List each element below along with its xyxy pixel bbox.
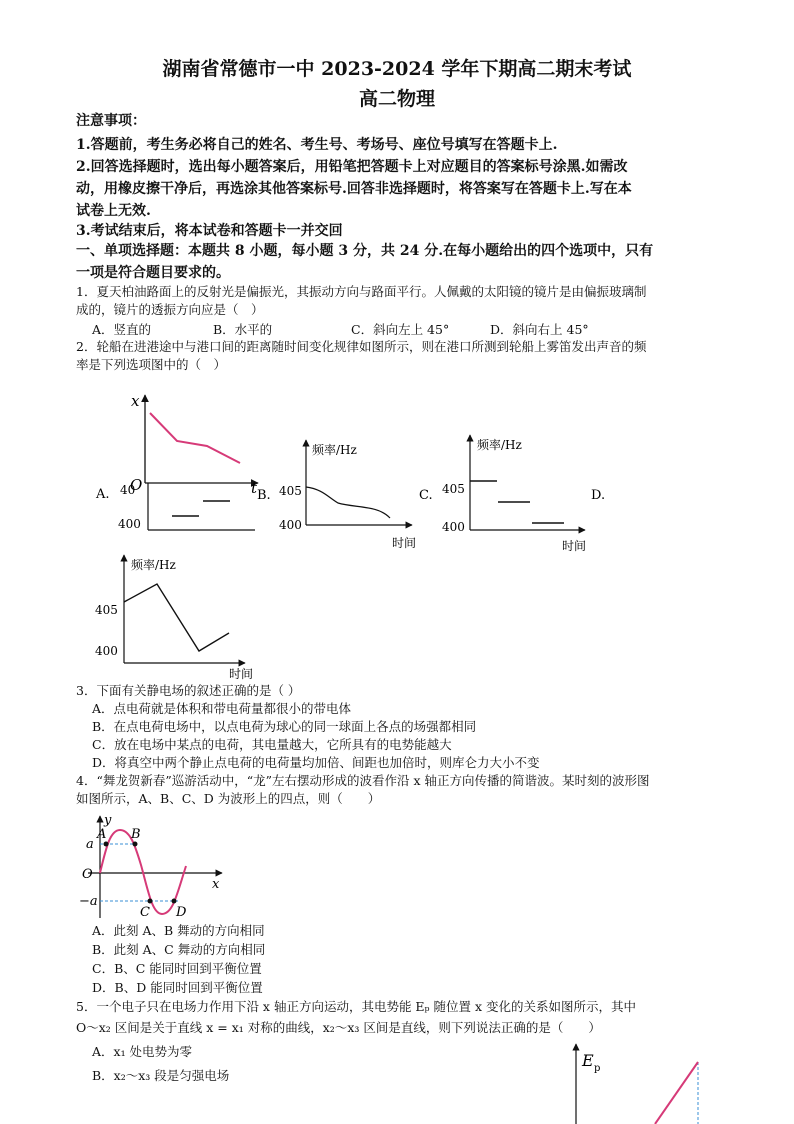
- q2-c-tick-405: 405: [442, 482, 465, 496]
- q2-d-tick-400: 400: [95, 644, 118, 658]
- q5-stem-line2: O～x₂ 区间是关于直线 x = x₁ 对称的曲线，x₂～x₃ 区间是直线，则下列说法正确的是（ ）: [76, 1020, 601, 1035]
- q2-b-tick-405: 405: [279, 484, 302, 498]
- q2-x-label: x: [131, 392, 140, 410]
- q4-y-label: y: [104, 813, 112, 828]
- q5-ep-graph: [560, 1040, 710, 1124]
- q2-a-tick-400: 400: [118, 517, 141, 531]
- q4-option-d: D．B、D 能同时回到平衡位置: [92, 980, 263, 995]
- q5-stem-line1: 5．一个电子只在电场力作用下沿 x 轴正方向运动，其电势能 Eₚ 随位置 x 变化的关系如图所示，其中: [76, 999, 637, 1014]
- q3-option-a: A．点电荷就是体积和带电荷量都很小的带电体: [92, 701, 352, 716]
- q5-option-a: A．x₁ 处电势为零: [92, 1044, 193, 1059]
- section-heading-line2: 一项是符合题目要求的。: [76, 265, 230, 281]
- q1-option-d: D．斜向右上 45°: [490, 322, 589, 337]
- q4-label-origin: O: [82, 867, 93, 882]
- q2-distance-curve: [150, 413, 240, 463]
- q4-point-a: [104, 842, 109, 847]
- q4-label-a-amp: a: [86, 837, 94, 852]
- q2-stem-line1: 2．轮船在进港途中与港口间的距离随时间变化规律如图所示，则在港口所测到轮船上雾笛发出声音的频: [76, 339, 647, 354]
- notice-item-2-line2: 动，用橡皮擦干净后，再选涂其他答案标号.回答非选择题时，将答案写在答题卡上.写在本: [76, 181, 632, 197]
- q1-option-c: C．斜向左上 45°: [351, 322, 450, 337]
- q5-linear-segment: [655, 1062, 698, 1124]
- section-heading-line1: 一、单项选择题：本题共 8 小题，每小题 3 分，共 24 分.在每小题给出的四个选项中，只有: [76, 243, 654, 259]
- q2-d-tick-405: 405: [95, 603, 118, 617]
- q5-ep-label: E: [582, 1051, 594, 1070]
- q3-stem: 3．下面有关静电场的叙述正确的是（ ）: [76, 683, 301, 698]
- q2-c-y-label: 频率/Hz: [477, 438, 522, 452]
- q2-b-curve: [306, 487, 390, 518]
- q2-c-tick-400: 400: [442, 520, 465, 534]
- q4-label-neg-a: −a: [79, 894, 98, 909]
- exam-subject: 高二物理: [358, 88, 435, 110]
- q2-option-b-label: B.: [257, 488, 271, 503]
- q4-label-d: D: [176, 905, 187, 920]
- q3-option-c: C．放在电场中某点的电荷，其电量越大，它所具有的电势能越大: [92, 737, 452, 752]
- q4-point-b: [133, 842, 138, 847]
- q5-option-b: B．x₂～x₃ 段是匀强电场: [92, 1068, 230, 1083]
- q1-option-b: B．水平的: [213, 322, 273, 337]
- q2-option-d-graph: [95, 555, 253, 681]
- q4-option-b: B．此刻 A、C 舞动的方向相同: [92, 942, 266, 957]
- q2-option-b-graph: [257, 440, 416, 550]
- notice-item-1: 1.答题前，考生务必将自己的姓名、考生号、考场号、座位号填写在答题卡上.: [76, 137, 558, 153]
- q4-wave-figure: [70, 810, 240, 925]
- q4-point-d: [172, 899, 177, 904]
- q4-stem-line1: 4．“舞龙贺新春”巡游活动中，“龙”左右摆动形成的波看作沿 x 轴正方向传播的简谐波。某时刻的波形图: [76, 773, 650, 788]
- q5-ep-subscript: p: [594, 1063, 601, 1074]
- q4-label-b: B: [131, 827, 141, 842]
- q4-label-c: C: [140, 905, 150, 920]
- q4-option-a: A．此刻 A、B 舞动的方向相同: [92, 923, 265, 938]
- q3-option-d: D．将真空中两个静止点电荷的电荷量均加倍、间距也加倍时，则库仑力大小不变: [92, 755, 540, 770]
- q2-o-label: O: [130, 476, 143, 494]
- q2-option-a-label: A.: [96, 487, 110, 502]
- notice-heading: 注意事项：: [76, 113, 146, 129]
- q2-d-x-label: 时间: [229, 667, 254, 681]
- q2-d-y-label: 频率/Hz: [131, 558, 176, 572]
- q4-point-c: [148, 899, 153, 904]
- q4-stem-line2: 如图所示，A、B、C、D 为波形上的四点，则（ ）: [76, 791, 381, 806]
- q2-b-y-label: 频率/Hz: [312, 443, 357, 457]
- q2-option-d-label: D.: [591, 488, 606, 503]
- q2-stem-line2: 率是下列选项图中的（ ）: [76, 357, 227, 372]
- q1-option-a: A．竖直的: [92, 322, 152, 337]
- q2-option-c-graph: [419, 435, 605, 553]
- q2-option-c-label: C.: [419, 488, 433, 503]
- q3-option-b: B．在点电荷电场中，以点电荷为球心的同一球面上各点的场强都相同: [92, 719, 477, 734]
- q2-t-label: t: [251, 479, 258, 497]
- q2-option-a-graph: [95, 483, 255, 531]
- q2-b-tick-400: 400: [279, 518, 302, 532]
- q4-label-a: A: [97, 827, 107, 842]
- q2-distance-time-graph: [130, 392, 258, 497]
- q2-c-x-label: 时间: [562, 539, 587, 553]
- q2-a-tick-405: 40: [120, 483, 136, 497]
- exam-title: 湖南省常德市一中 2023-2024 学年下期高二期末考试: [162, 58, 632, 80]
- q4-x-label: x: [212, 877, 220, 892]
- notice-item-2-line3: 试卷上无效.: [76, 203, 151, 219]
- q2-b-x-label: 时间: [392, 536, 417, 550]
- notice-item-2-line1: 2.回答选择题时，选出每小题答案后，用铅笔把答题卡上对应题目的答案标号涂黑.如需改: [76, 159, 628, 175]
- q2-d-polyline: [124, 584, 229, 651]
- q1-stem-line1: 1．夏天柏油路面上的反射光是偏振光，其振动方向与路面平行。人佩戴的太阳镜的镜片是由偏振玻璃制: [76, 284, 647, 299]
- notice-item-3: 3.考试结束后，将本试卷和答题卡一并交回: [76, 223, 343, 239]
- q1-stem-line2: 成的，镜片的透振方向应是（ ）: [76, 302, 264, 317]
- q4-option-c: C．B、C 能同时回到平衡位置: [92, 961, 262, 976]
- q2-figures: [0, 375, 794, 695]
